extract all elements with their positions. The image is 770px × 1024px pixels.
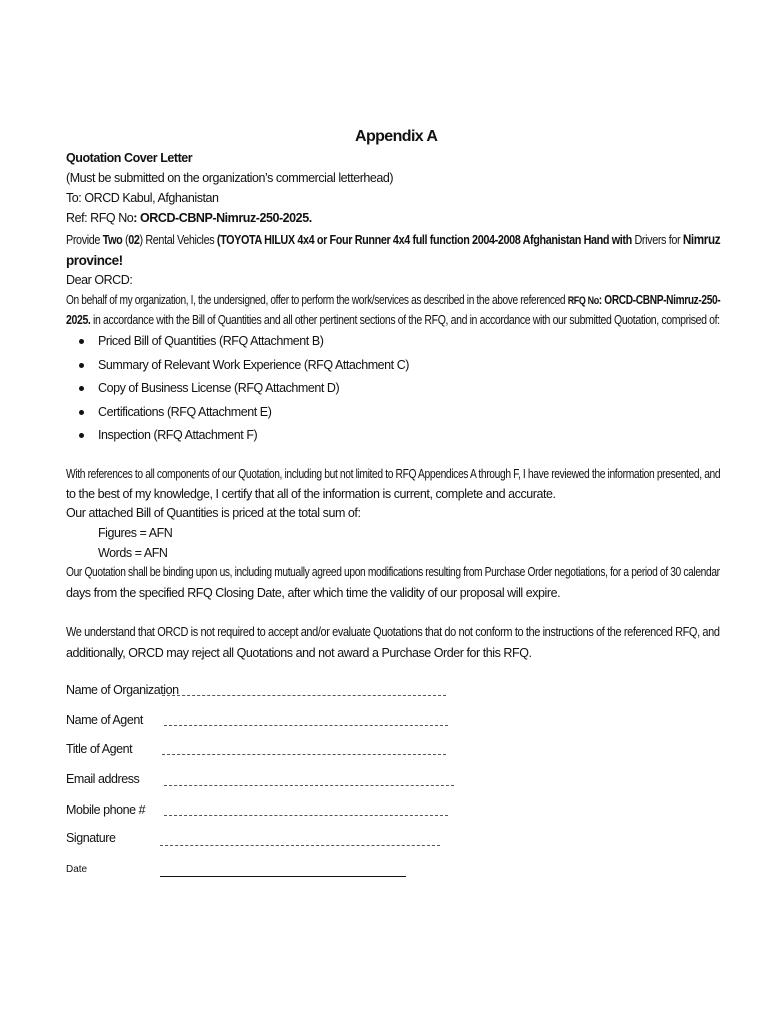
list-item (66, 333, 409, 357)
offer-rfq-year: 2025. (66, 313, 91, 327)
list-item (66, 404, 409, 428)
attachment-label: Copy of Business License (RFQ Attachment D) (98, 381, 340, 395)
signature-label: Signature (66, 831, 116, 845)
agent-title-label: Title of Agent (66, 742, 133, 756)
signature-field[interactable] (160, 845, 440, 846)
offer-rfq-label: RFQ No (567, 295, 599, 307)
bullet-icon (79, 363, 84, 368)
certification-line-2: to the best of my knowledge, I certify that all of the information is current, complete and accurate. (66, 487, 556, 501)
drivers-text: Drivers for (631, 233, 683, 247)
vehicle-count-word: Two (102, 233, 123, 247)
agent-name-label: Name of Agent (66, 713, 143, 727)
vehicle-count-number: 02 (128, 233, 140, 247)
list-item (66, 357, 409, 381)
organization-name-label: Name of Organization (66, 683, 179, 697)
validity-line-1: Our Quotation shall be binding upon us, including mutually agreed upon modifications resulting from Purchase Order negotiations, for a period of 30 calendar (66, 565, 720, 579)
certification-line-1: With references to all components of our Quotation, including but not limited to RFQ Appendices A through F, I have reviewed the information presented, and (66, 467, 721, 481)
offer-text: On behalf of my organization, I, the undersigned, offer to perform the work/services as described in the above referenced (66, 293, 568, 307)
bullet-icon (79, 339, 84, 344)
province-word: province! (66, 253, 123, 268)
offer-rfq-number: : ORCD-CBNP-Nimruz-250- (598, 293, 721, 307)
letterhead-note: (Must be submitted on the organization’s commercial letterhead) (66, 171, 394, 185)
provide-text: Provide (66, 233, 103, 247)
reference-number: ORCD-CBNP-Nimruz-250-2025. (137, 211, 312, 225)
email-address-label: Email address (66, 772, 140, 786)
list-item (66, 380, 409, 404)
disclaimer-line-2: additionally, ORCD may reject all Quotations and not award a Purchase Order for this RFQ. (66, 646, 532, 660)
mobile-phone-label: Mobile phone # (66, 803, 146, 817)
recipient-line: To: ORCD Kabul, Afghanistan (66, 191, 219, 205)
bullet-icon (79, 433, 84, 438)
email-address-field[interactable] (164, 785, 454, 786)
province-name: Nimruz (682, 232, 721, 247)
attachment-label: Inspection (RFQ Attachment F) (98, 428, 258, 442)
reference-prefix: Ref: RFQ No (66, 211, 134, 225)
offer-text-continued: in accordance with the Bill of Quantities and all other pertinent sections of the RFQ, and in accordance with our submitted Quotation, comprised of: (90, 313, 720, 327)
words-line: Words = AFN (98, 546, 168, 560)
letter-heading: Quotation Cover Letter (66, 151, 193, 165)
reference-colon: : (133, 211, 138, 225)
agent-name-field[interactable] (164, 725, 448, 726)
validity-line-2: days from the specified RFQ Closing Date, after which time the validity of our proposal will expire. (66, 586, 561, 600)
attachment-label: Summary of Relevant Work Experience (RFQ Attachment C) (98, 357, 409, 372)
attachments-list (66, 333, 409, 451)
mobile-phone-field[interactable] (164, 815, 448, 816)
reference-line (66, 210, 312, 226)
organization-name-field[interactable] (162, 695, 446, 696)
attachment-label: Certifications (RFQ Attachment E) (98, 404, 272, 419)
provide-paren: ( (122, 233, 129, 247)
vehicle-spec: (TOYOTA HILUX 4x4 or Four Runner 4x4 full function 2004-2008 Afghanistan Hand with (216, 233, 632, 247)
agent-title-field[interactable] (162, 754, 446, 755)
total-sum-line: Our attached Bill of Quantities is priced at the total sum of: (66, 506, 361, 520)
salutation: Dear ORCD: (66, 273, 133, 287)
bullet-icon (79, 410, 84, 415)
offer-paragraph-line-1 (66, 292, 720, 309)
offer-paragraph-line-2 (66, 312, 720, 328)
bullet-icon (79, 386, 84, 391)
provide-line (66, 232, 720, 248)
page-title: Appendix A (355, 128, 438, 145)
disclaimer-line-1: We understand that ORCD is not required to accept and/or evaluate Quotations that do not conform to the instructions of the referenced RFQ, and (66, 625, 720, 639)
list-item (66, 427, 409, 451)
date-field[interactable] (160, 876, 406, 877)
figures-line: Figures = AFN (98, 526, 173, 540)
date-label: Date (66, 864, 88, 875)
provide-rental-text: ) Rental Vehicles (139, 233, 217, 247)
attachment-label: Priced Bill of Quantities (RFQ Attachment B) (98, 334, 324, 348)
